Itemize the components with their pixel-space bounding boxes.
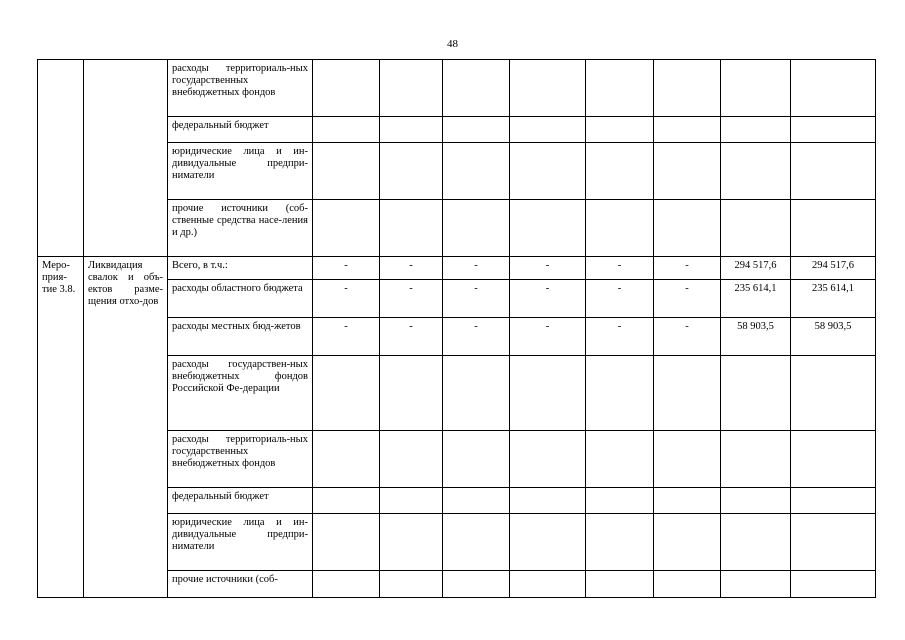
value-cell	[510, 488, 586, 514]
value-cell	[654, 117, 721, 143]
value-cell	[721, 117, 791, 143]
value-cell: -	[654, 318, 721, 356]
measure-name-cell: Ликвидация свалок и объ-ектов разме-щения отхо-дов	[84, 257, 168, 598]
value-cell: 235 614,1	[721, 280, 791, 318]
value-cell	[721, 143, 791, 200]
value-cell: -	[654, 280, 721, 318]
value-cell	[791, 571, 876, 598]
funding-source-cell: расходы территориаль-ных государственных внебюджетных фондов	[168, 431, 313, 488]
value-cell	[586, 60, 654, 117]
value-cell: 294 517,6	[721, 257, 791, 280]
measure-code-cell: Меро-прия-тие 3.8.	[38, 257, 84, 598]
value-cell: -	[380, 257, 443, 280]
funding-source-cell: расходы местных бюд-жетов	[168, 318, 313, 356]
value-cell: -	[443, 318, 510, 356]
value-cell: -	[443, 280, 510, 318]
budget-table	[37, 59, 876, 598]
value-cell	[443, 143, 510, 200]
funding-source-cell: Всего, в т.ч.:	[168, 257, 313, 280]
value-cell	[443, 431, 510, 488]
value-cell	[380, 514, 443, 571]
value-cell	[586, 200, 654, 257]
value-cell	[791, 60, 876, 117]
value-cell	[586, 117, 654, 143]
value-cell	[654, 431, 721, 488]
value-cell	[510, 200, 586, 257]
funding-source-cell: юридические лица и ин-дивидуальные предпри-ниматели	[168, 514, 313, 571]
table-row	[38, 257, 876, 280]
value-cell	[586, 356, 654, 431]
funding-source-cell: расходы областного бюджета	[168, 280, 313, 318]
value-cell	[313, 143, 380, 200]
value-cell	[443, 514, 510, 571]
value-cell	[380, 143, 443, 200]
value-cell: 294 517,6	[791, 257, 876, 280]
value-cell	[586, 571, 654, 598]
value-cell	[443, 200, 510, 257]
value-cell	[791, 488, 876, 514]
value-cell	[586, 143, 654, 200]
value-cell	[443, 488, 510, 514]
value-cell	[721, 200, 791, 257]
funding-source-cell: федеральный бюджет	[168, 488, 313, 514]
value-cell	[791, 143, 876, 200]
funding-source-cell: прочие источники (соб-	[168, 571, 313, 598]
funding-source-cell: расходы государствен-ных внебюджетных фондов Российской Фе-дерации	[168, 356, 313, 431]
funding-source-cell: расходы территориаль-ных государственных внебюджетных фондов	[168, 60, 313, 117]
table-row	[38, 60, 876, 117]
value-cell	[791, 431, 876, 488]
funding-source-cell: прочие источники (соб-ственные средства насе-ления и др.)	[168, 200, 313, 257]
value-cell: 58 903,5	[791, 318, 876, 356]
value-cell	[791, 356, 876, 431]
value-cell	[443, 356, 510, 431]
value-cell: 235 614,1	[791, 280, 876, 318]
measure-name-cell	[84, 60, 168, 257]
value-cell	[654, 571, 721, 598]
value-cell	[721, 571, 791, 598]
value-cell	[654, 356, 721, 431]
value-cell: -	[510, 280, 586, 318]
value-cell	[313, 60, 380, 117]
value-cell	[313, 514, 380, 571]
value-cell: -	[510, 257, 586, 280]
value-cell: -	[586, 280, 654, 318]
value-cell: -	[443, 257, 510, 280]
value-cell	[586, 488, 654, 514]
value-cell	[510, 117, 586, 143]
value-cell	[313, 356, 380, 431]
value-cell	[443, 60, 510, 117]
value-cell: -	[654, 257, 721, 280]
value-cell	[721, 431, 791, 488]
value-cell: -	[586, 318, 654, 356]
value-cell	[380, 117, 443, 143]
value-cell	[654, 143, 721, 200]
value-cell	[721, 514, 791, 571]
value-cell: -	[313, 280, 380, 318]
value-cell	[380, 200, 443, 257]
value-cell	[654, 200, 721, 257]
value-cell	[380, 571, 443, 598]
value-cell	[313, 200, 380, 257]
value-cell	[313, 117, 380, 143]
value-cell: -	[380, 318, 443, 356]
value-cell: -	[510, 318, 586, 356]
value-cell: 58 903,5	[721, 318, 791, 356]
value-cell	[443, 571, 510, 598]
value-cell	[510, 431, 586, 488]
value-cell: -	[586, 257, 654, 280]
value-cell	[586, 514, 654, 571]
value-cell	[791, 117, 876, 143]
value-cell	[654, 514, 721, 571]
measure-code-cell	[38, 60, 84, 257]
value-cell	[510, 143, 586, 200]
value-cell	[380, 356, 443, 431]
value-cell: -	[313, 318, 380, 356]
value-cell	[313, 431, 380, 488]
funding-source-cell: федеральный бюджет	[168, 117, 313, 143]
value-cell: -	[380, 280, 443, 318]
value-cell	[380, 488, 443, 514]
value-cell	[791, 200, 876, 257]
value-cell	[791, 514, 876, 571]
value-cell	[721, 488, 791, 514]
page-number: 48	[447, 38, 458, 50]
value-cell	[721, 356, 791, 431]
value-cell	[510, 60, 586, 117]
value-cell	[510, 356, 586, 431]
value-cell	[380, 431, 443, 488]
value-cell	[313, 488, 380, 514]
value-cell: -	[313, 257, 380, 280]
value-cell	[654, 488, 721, 514]
value-cell	[510, 514, 586, 571]
value-cell	[380, 60, 443, 117]
value-cell	[510, 571, 586, 598]
value-cell	[654, 60, 721, 117]
value-cell	[721, 60, 791, 117]
value-cell	[586, 431, 654, 488]
value-cell	[313, 571, 380, 598]
funding-source-cell: юридические лица и ин-дивидуальные предпри-ниматели	[168, 143, 313, 200]
value-cell	[443, 117, 510, 143]
